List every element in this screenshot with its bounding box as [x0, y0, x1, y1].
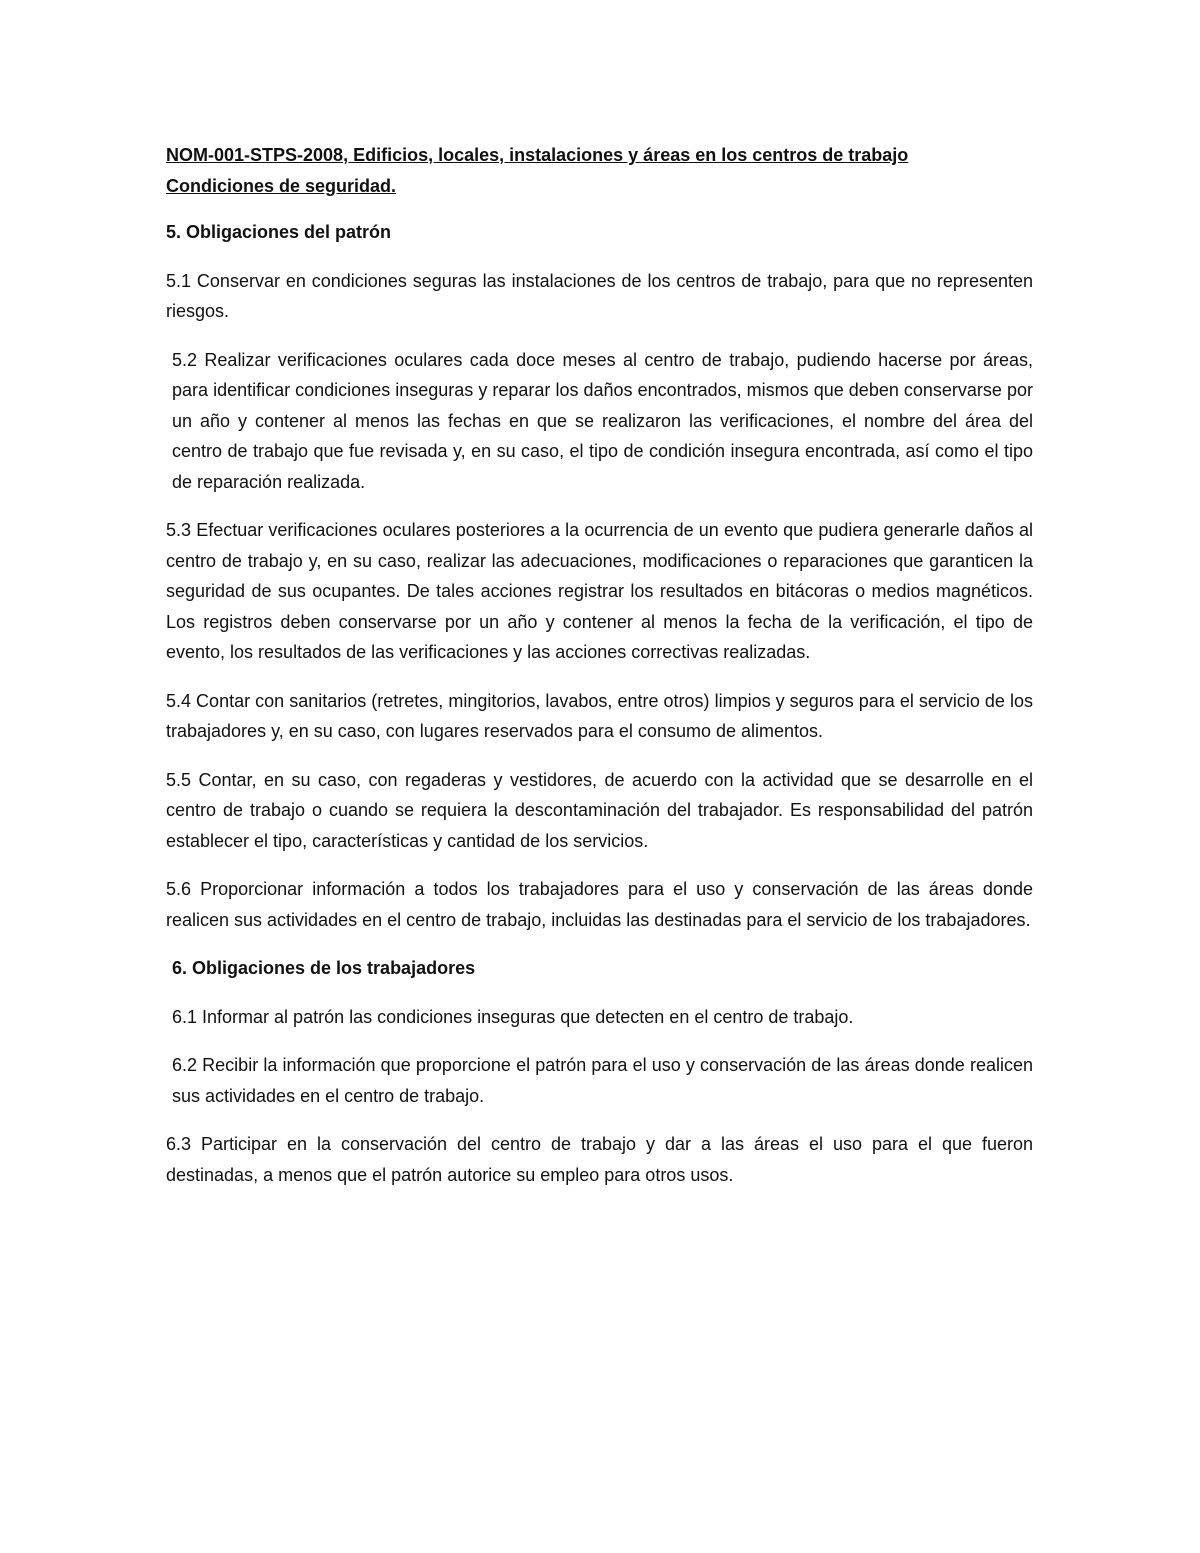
paragraph-5-2: 5.2 Realizar verificaciones oculares cada doce meses al centro de trabajo, pudiendo hacerse por áreas, para identificar condiciones inseguras y reparar los daños encontrados, mismos que deben conservarse por un año y contener al menos las fechas en que se realizaron las verificaciones, el nombre del área del centro de trabajo que fue revisada y, en su caso, el tipo de condición insegura encontrada, así como el tipo de reparación realizada. — [172, 349, 1033, 492]
paragraph-5-4: 5.4 Contar con sanitarios (retretes, mingitorios, lavabos, entre otros) limpios y seguros para el servicio de los trabajadores y, en su caso, con lugares reservados para el consumo de alimentos. — [166, 690, 1033, 741]
paragraph-5-3: 5.3 Efectuar verificaciones oculares posteriores a la ocurrencia de un evento que pudiera generarle daños al centro de trabajo y, en su caso, realizar las adecuaciones, modificaciones o reparaciones que garanticen la seguridad de sus ocupantes. De tales acciones registrar los resultados en bitácoras o medios magnéticos. Los registros deben conservarse por un año y contener al menos la fecha de la verificación, el tipo de evento, los resultados de las verificaciones y las acciones correctivas realizadas. — [166, 520, 1033, 662]
document-body — [166, 140, 1033, 1208]
document-title — [166, 140, 1033, 201]
paragraph-5-1: 5.1 Conservar en condiciones seguras las instalaciones de los centros de trabajo, para que no representen riesgos. — [166, 270, 1033, 321]
paragraph-6-2: 6.2 Recibir la información que proporcione el patrón para el uso y conservación de las áreas donde realicen sus actividades en el centro de trabajo. — [172, 1055, 1033, 1106]
title-line-2: Condiciones de seguridad. — [166, 175, 397, 196]
title-line-1: NOM-001-STPS-2008, Edificios, locales, instalaciones y áreas en los centros de trabajo — [166, 145, 909, 165]
paragraph-5-6: 5.6 Proporcionar información a todos los trabajadores para el uso y conservación de las áreas donde realicen sus actividades en el centro de trabajo, incluidas las destinadas para el servicio de los trabajadores. — [166, 879, 1033, 930]
paragraph-6-3: 6.3 Participar en la conservación del centro de trabajo y dar a las áreas el uso para el que fueron destinadas, a menos que el patrón autorice su empleo para otros usos. — [166, 1134, 1033, 1185]
paragraph-6-1: 6.1 Informar al patrón las condiciones inseguras que detecten en el centro de trabajo. — [172, 1006, 854, 1027]
section-6-heading: 6. Obligaciones de los trabajadores — [172, 958, 476, 978]
section-5-heading: 5. Obligaciones del patrón — [166, 222, 392, 242]
paragraph-5-5: 5.5 Contar, en su caso, con regaderas y vestidores, de acuerdo con la actividad que se desarrolle en el centro de trabajo o cuando se requiera la descontaminación del trabajador. Es responsabilidad del patrón establecer el tipo, características y cantidad de los servicios. — [166, 769, 1033, 851]
